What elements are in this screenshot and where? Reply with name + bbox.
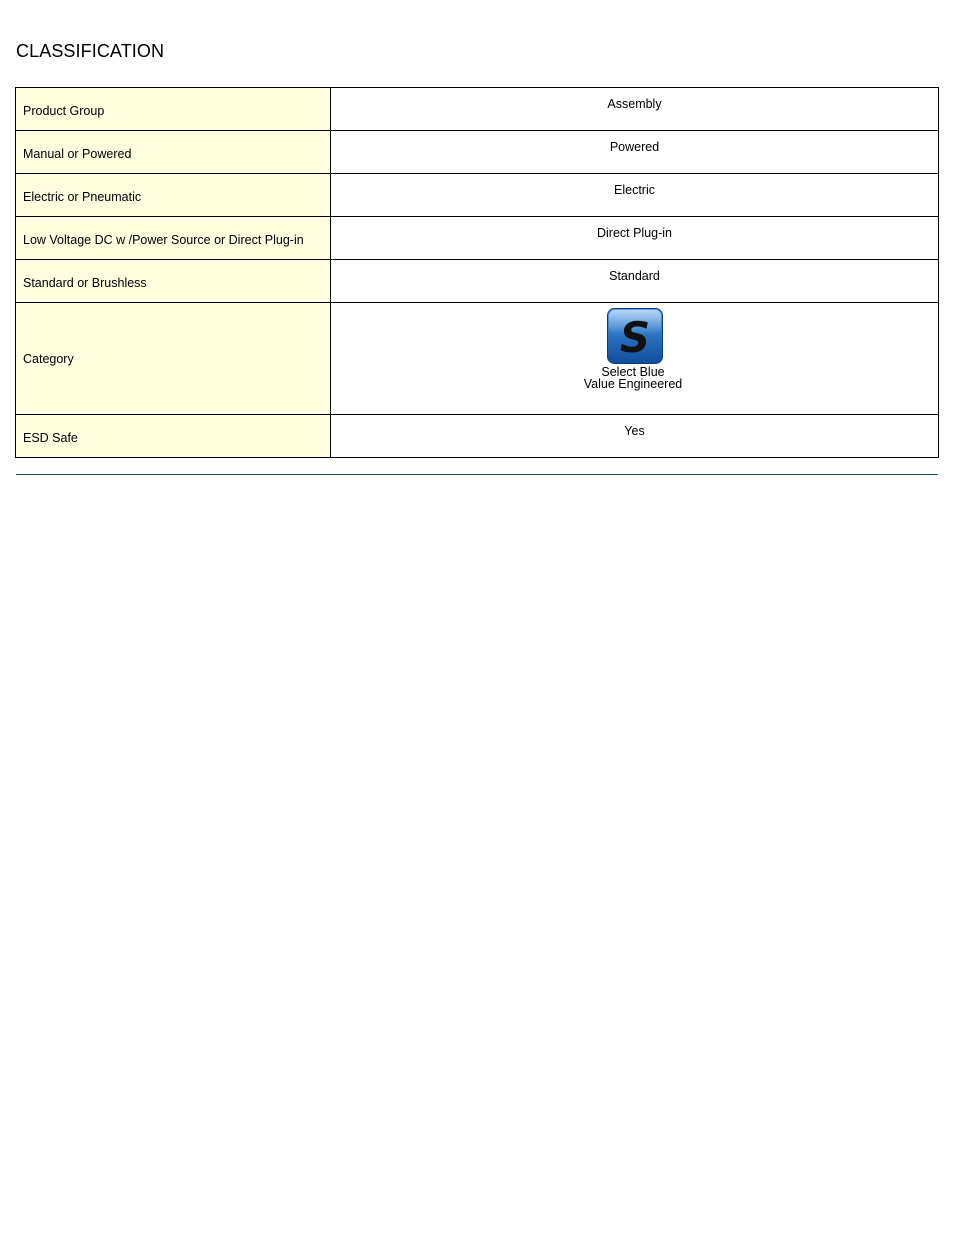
row-value: Electric bbox=[331, 174, 939, 217]
table-row bbox=[16, 88, 939, 131]
table-row bbox=[16, 174, 939, 217]
category-badge bbox=[331, 308, 938, 390]
category-line-2: Value Engineered bbox=[583, 377, 683, 391]
svg-text:S: S bbox=[619, 313, 650, 362]
category-text bbox=[584, 366, 682, 390]
row-label: Standard or Brushless bbox=[16, 260, 331, 303]
row-value: Yes bbox=[331, 415, 939, 458]
row-label: Electric or Pneumatic bbox=[16, 174, 331, 217]
select-blue-logo-icon bbox=[607, 308, 663, 364]
row-value: Standard bbox=[331, 260, 939, 303]
row-label: Low Voltage DC w /Power Source or Direct Plug-in bbox=[16, 217, 331, 260]
table-row bbox=[16, 415, 939, 458]
classification-table bbox=[15, 87, 939, 458]
bottom-divider bbox=[16, 474, 938, 475]
row-label: ESD Safe bbox=[16, 415, 331, 458]
row-value: Assembly bbox=[331, 88, 939, 131]
row-value: Powered bbox=[331, 131, 939, 174]
row-value: Direct Plug-in bbox=[331, 217, 939, 260]
table-row bbox=[16, 260, 939, 303]
category-line-1: Select Blue bbox=[601, 365, 665, 379]
table-row bbox=[16, 131, 939, 174]
table-row bbox=[16, 303, 939, 415]
row-label: Category bbox=[16, 303, 331, 415]
row-label: Product Group bbox=[16, 88, 331, 131]
row-label: Manual or Powered bbox=[16, 131, 331, 174]
row-value bbox=[331, 303, 939, 415]
table-row bbox=[16, 217, 939, 260]
page-title: CLASSIFICATION bbox=[16, 41, 165, 61]
